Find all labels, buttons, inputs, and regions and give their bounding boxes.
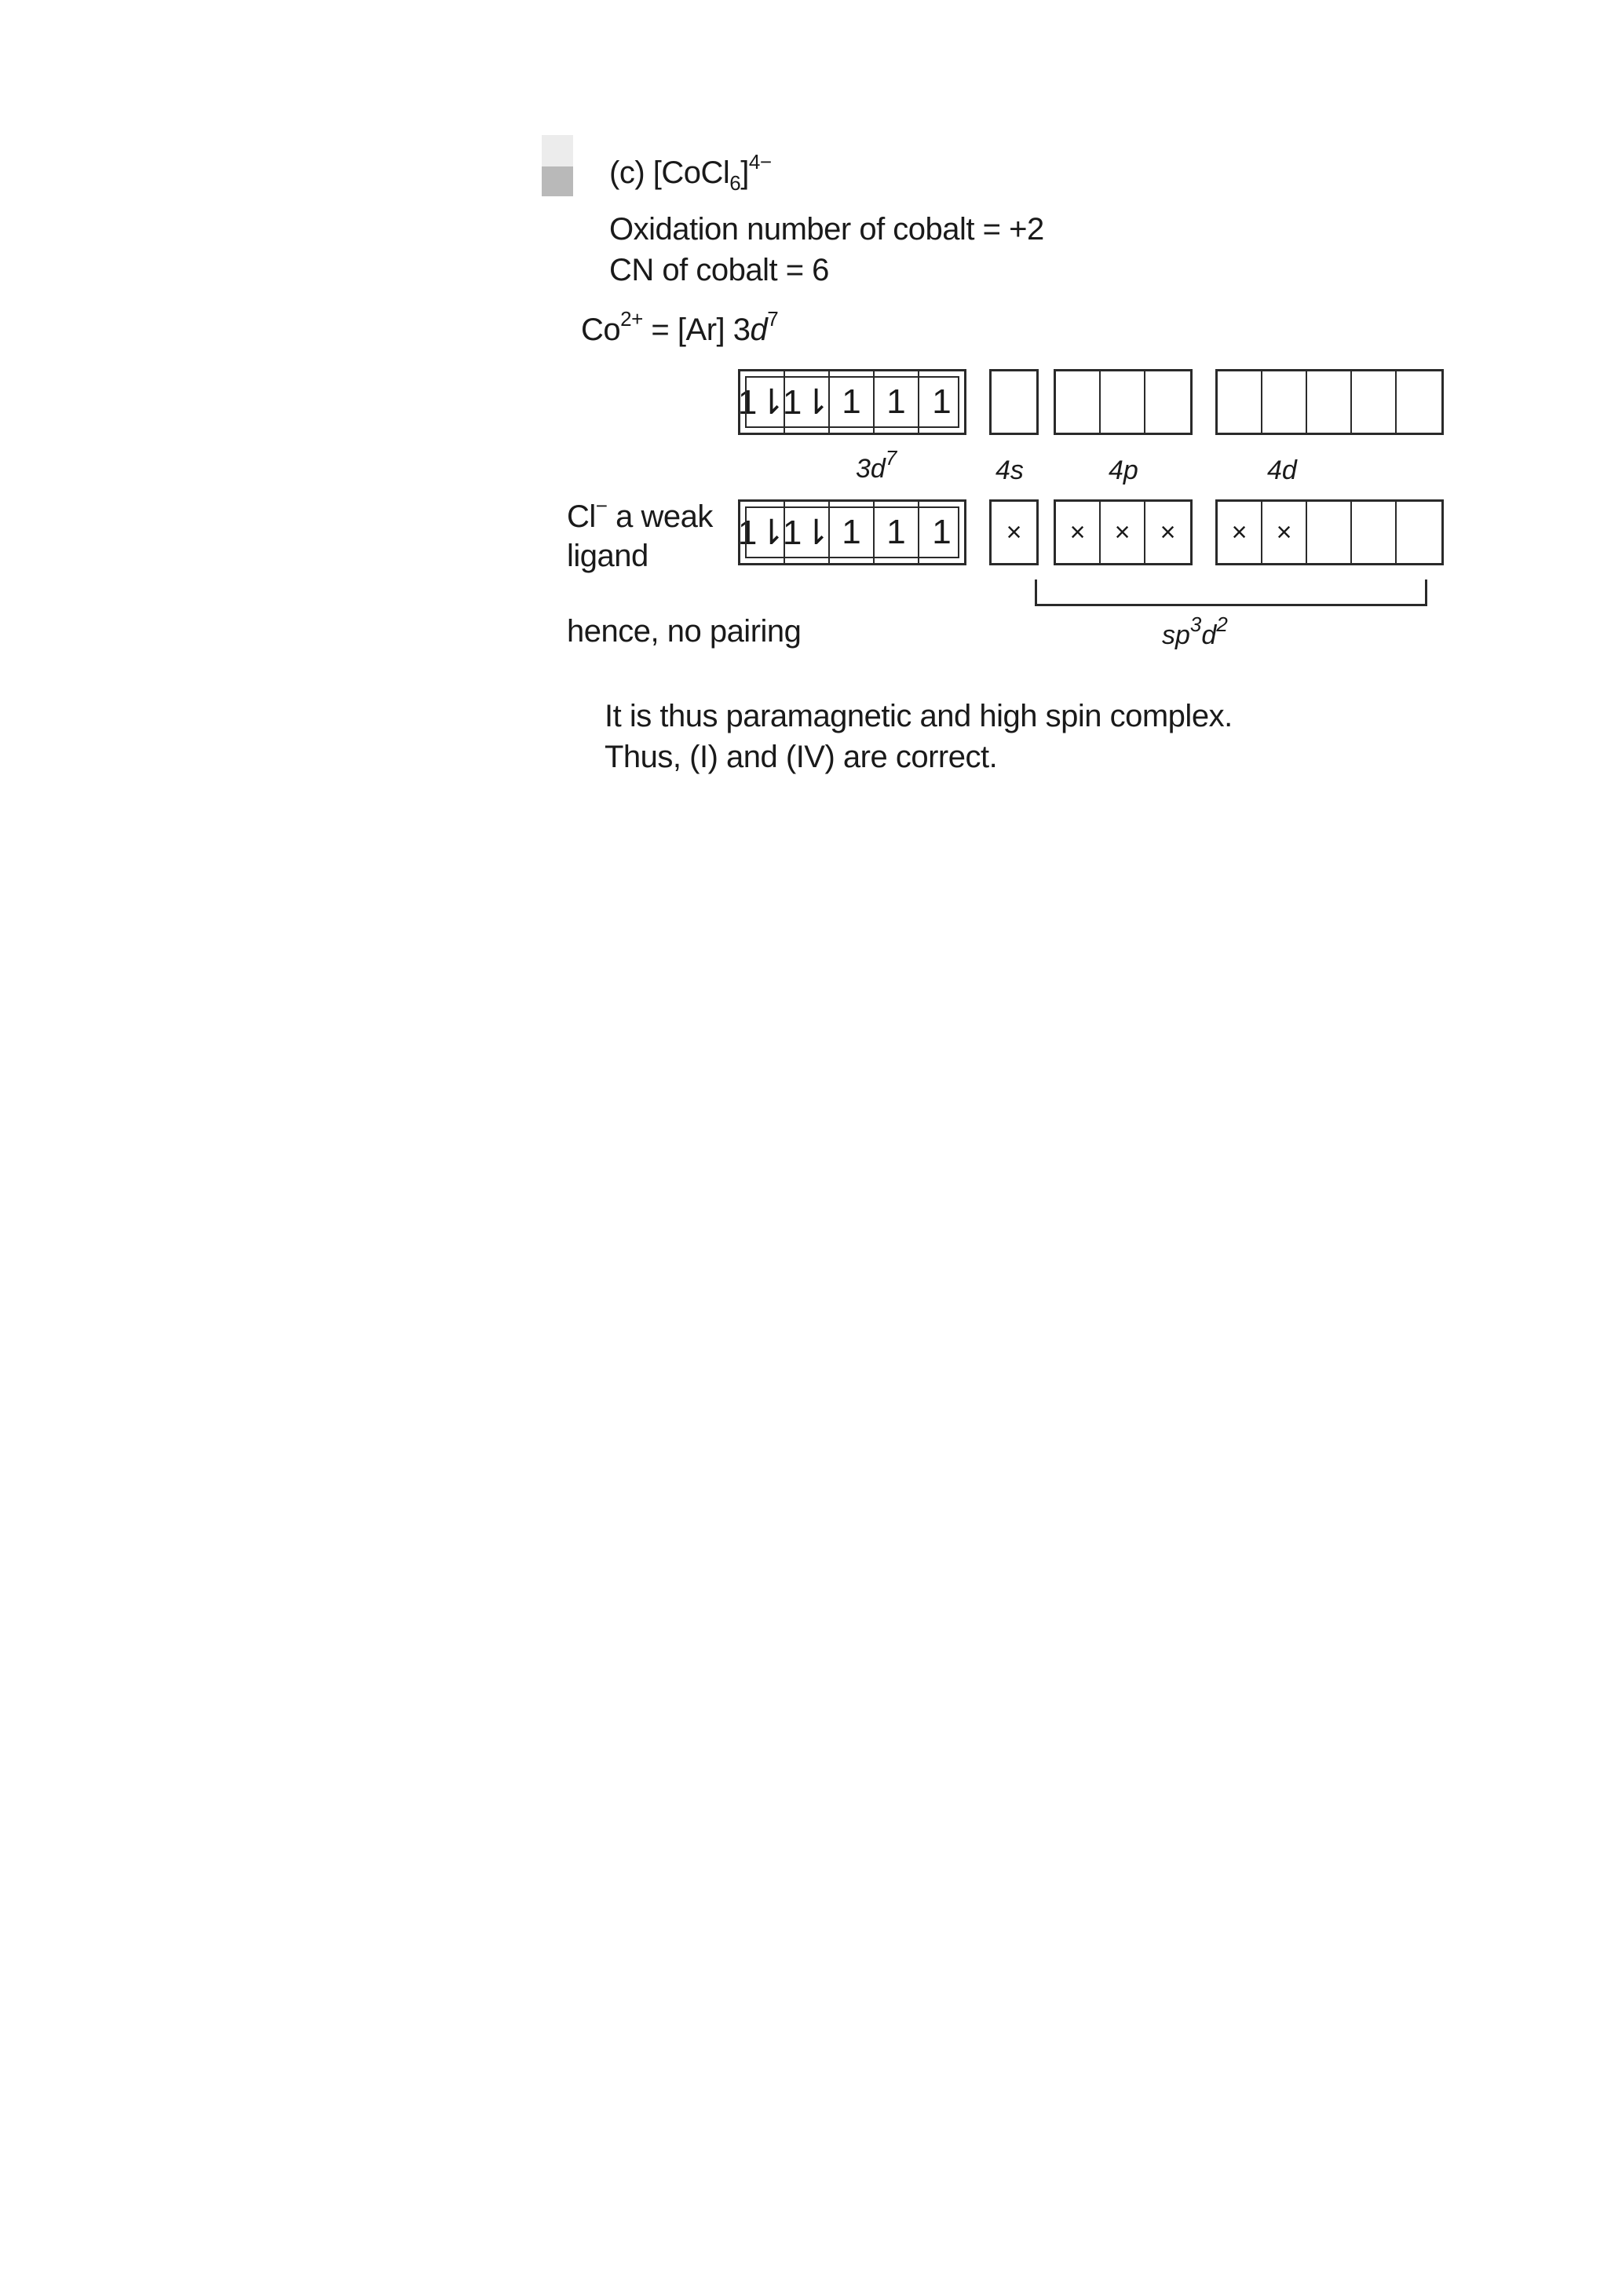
ligand-note-text: a weak [607,499,713,534]
orbital-box: 1⇂ [785,502,830,563]
orbital-box [1145,371,1190,433]
orbital-box [1352,371,1397,433]
orbital-box: 1 [932,382,952,421]
hyb-exp2: 2 [1216,612,1228,636]
orbital-box: 1 [875,502,919,563]
hybridization-label [1162,612,1228,651]
row1-4p-boxes [1054,369,1193,435]
orbital-box: × [1056,502,1101,563]
formula-text: [CoCl [652,155,730,190]
chloride-symbol: Cl [567,499,596,534]
orbital-box [1101,371,1145,433]
orbital-box [1056,371,1101,433]
ligand-note-line1 [567,493,713,536]
ion-symbol: Co [581,313,621,347]
part-heading [609,149,772,195]
ion-charge: 2+ [620,306,643,331]
row2-4d-boxes [1215,499,1444,565]
hyb-d: d [1201,620,1217,650]
orbital-box: 1⇂ [740,502,785,563]
ligand-note-line2: ligand [567,539,648,573]
orbital-box [1397,502,1441,563]
chloride-charge: − [595,493,608,517]
row1-4d-boxes [1215,369,1444,435]
label-4p: 4p [1109,455,1138,485]
orbital-box: × [1006,517,1022,547]
complex-formula [652,149,772,195]
row2-3d-boxes [738,499,966,565]
orbital-box: × [1218,502,1262,563]
config-text: = [Ar] 3 [651,313,751,347]
formula-charge: 4− [748,149,772,174]
orbital-box [992,371,1036,433]
label-3d-exponent: 7 [885,445,897,470]
label-3d-text: 3d [856,454,886,484]
hyb-exp1: 3 [1189,612,1202,636]
orbital-box: 1 [830,371,875,433]
formula-subscript: 6 [729,171,741,195]
orbital-box [1307,371,1352,433]
orbital-box: 1 [875,371,919,433]
conclusion-line2: Thus, (I) and (IV) are correct. [605,740,998,774]
orbital-box: 1⇂ [740,371,785,433]
row1-4s-box [989,369,1039,435]
margin-marker-top [542,135,573,166]
orbital-box [1307,502,1352,563]
row2-4s-box [989,499,1039,565]
margin-marker-bottom [542,166,573,196]
orbital-box: 1 [830,502,875,563]
electron-configuration [581,306,779,349]
orbital-box: × [1262,502,1307,563]
hybridization-bracket [1035,579,1427,606]
orbital-box: 1 [932,513,952,551]
config-subshell: d [750,313,768,347]
orbital-box [1218,371,1262,433]
label-4d: 4d [1267,455,1297,485]
orbital-box [1352,502,1397,563]
orbital-box: × [1101,502,1145,563]
hyb-sp: sp [1162,620,1190,650]
part-label: (c) [609,155,645,190]
label-4s: 4s [995,455,1024,485]
orbital-box: 1⇂ [785,371,830,433]
orbital-box: × [1160,517,1176,547]
oxidation-line: Oxidation number of cobalt = +2 [609,212,1044,247]
label-3d [856,445,897,484]
row1-3d-boxes [738,369,966,435]
config-exponent: 7 [767,306,779,331]
row2-4p-boxes [1054,499,1193,565]
orbital-box [1397,371,1441,433]
formula-bracket: ] [740,155,749,190]
conclusion-line1: It is thus paramagnetic and high spin complex. [605,699,1233,733]
orbital-box [1262,371,1307,433]
coordination-number-line: CN of cobalt = 6 [609,253,829,287]
pairing-note: hence, no pairing [567,614,802,649]
